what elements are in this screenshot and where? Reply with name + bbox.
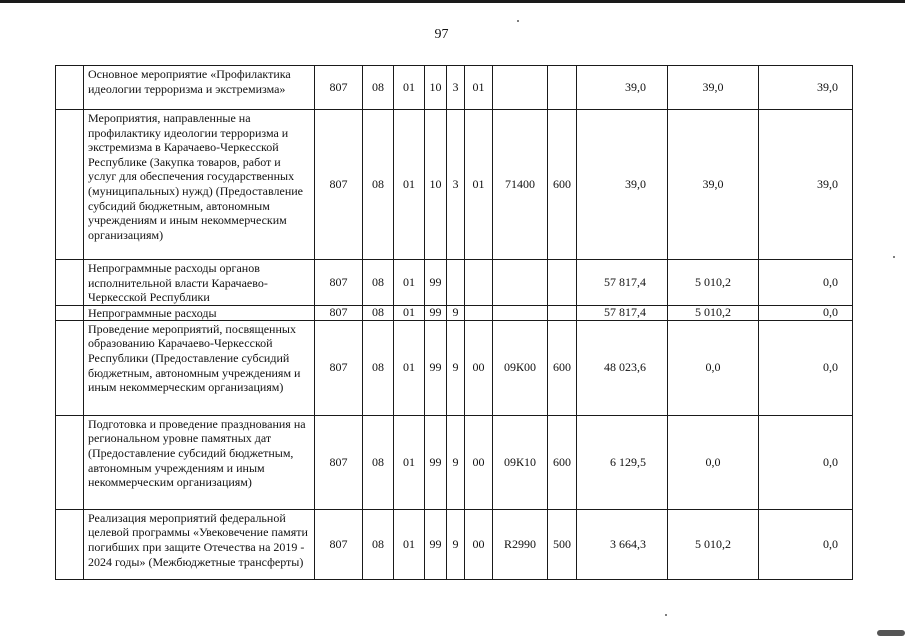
row-margin-cell — [56, 320, 84, 415]
cell-sum2: 5 010,2 — [668, 509, 759, 579]
scan-speck — [665, 614, 667, 616]
cell-csr1: 99 — [425, 305, 447, 320]
cell-pr: 01 — [394, 66, 425, 110]
cell-rz: 08 — [363, 66, 394, 110]
cell-name: Непрограммные расходы органов исполнительной власти Карачаево-Черкесской Республики — [84, 260, 315, 306]
cell-csr2: 9 — [447, 320, 465, 415]
cell-sum1: 6 129,5 — [577, 415, 668, 509]
cell-csr2: 3 — [447, 66, 465, 110]
scan-speck — [893, 256, 895, 258]
cell-ved: 807 — [315, 415, 363, 509]
cell-csr1: 99 — [425, 509, 447, 579]
cell-vr: 600 — [548, 110, 577, 260]
cell-csr1: 10 — [425, 110, 447, 260]
budget-table — [55, 65, 853, 580]
cell-csr1: 10 — [425, 66, 447, 110]
cell-sum2: 39,0 — [668, 66, 759, 110]
cell-vr — [548, 305, 577, 320]
cell-name: Непрограммные расходы — [84, 305, 315, 320]
cell-ved: 807 — [315, 320, 363, 415]
table-row — [56, 66, 853, 110]
cell-sum2: 5 010,2 — [668, 305, 759, 320]
cell-ved: 807 — [315, 260, 363, 306]
table-body — [56, 66, 853, 580]
cell-sum1: 57 817,4 — [577, 260, 668, 306]
cell-csr3 — [465, 305, 493, 320]
cell-sum2: 0,0 — [668, 320, 759, 415]
cell-sum1: 3 664,3 — [577, 509, 668, 579]
cell-csr2: 3 — [447, 110, 465, 260]
cell-sum1: 57 817,4 — [577, 305, 668, 320]
cell-csr2 — [447, 260, 465, 306]
cell-sum1: 39,0 — [577, 66, 668, 110]
table-row — [56, 305, 853, 320]
cell-name: Основное мероприятие «Профилактика идеологии терроризма и экстремизма» — [84, 66, 315, 110]
cell-sum3: 0,0 — [759, 509, 853, 579]
row-margin-cell — [56, 509, 84, 579]
table-row — [56, 260, 853, 306]
cell-csr4: 71400 — [493, 110, 548, 260]
row-margin-cell — [56, 305, 84, 320]
cell-sum3: 0,0 — [759, 305, 853, 320]
cell-ved: 807 — [315, 305, 363, 320]
cell-sum2: 5 010,2 — [668, 260, 759, 306]
cell-pr: 01 — [394, 320, 425, 415]
cell-ved: 807 — [315, 110, 363, 260]
row-margin-cell — [56, 260, 84, 306]
cell-csr3: 00 — [465, 320, 493, 415]
table-row — [56, 320, 853, 415]
cell-csr4: 09К00 — [493, 320, 548, 415]
scan-speck — [517, 20, 519, 22]
cell-csr4 — [493, 66, 548, 110]
cell-vr — [548, 260, 577, 306]
cell-rz: 08 — [363, 260, 394, 306]
cell-name: Подготовка и проведение празднования на региональном уровне памятных дат (Предоставление субсидий бюджетным, автономным учреждениям и иным некоммерческим организациям) — [84, 415, 315, 509]
row-margin-cell — [56, 66, 84, 110]
cell-rz: 08 — [363, 415, 394, 509]
cell-vr: 600 — [548, 320, 577, 415]
cell-csr1: 99 — [425, 320, 447, 415]
cell-sum3: 39,0 — [759, 66, 853, 110]
cell-sum1: 48 023,6 — [577, 320, 668, 415]
cell-rz: 08 — [363, 320, 394, 415]
scan-speck — [877, 630, 905, 636]
table-row — [56, 415, 853, 509]
table-row — [56, 110, 853, 260]
cell-rz: 08 — [363, 110, 394, 260]
cell-vr — [548, 66, 577, 110]
cell-pr: 01 — [394, 260, 425, 306]
cell-ved: 807 — [315, 66, 363, 110]
cell-csr1: 99 — [425, 415, 447, 509]
cell-csr4 — [493, 305, 548, 320]
cell-csr3: 00 — [465, 509, 493, 579]
cell-name: Реализация мероприятий федеральной целевой программы «Увековечение памяти погибших при защите Отечества на 2019 - 2024 годы» (Межбюджетные трансферты) — [84, 509, 315, 579]
cell-vr: 500 — [548, 509, 577, 579]
cell-csr4: 09К10 — [493, 415, 548, 509]
row-margin-cell — [56, 110, 84, 260]
cell-csr1: 99 — [425, 260, 447, 306]
cell-csr2: 9 — [447, 305, 465, 320]
cell-pr: 01 — [394, 110, 425, 260]
cell-csr3: 01 — [465, 110, 493, 260]
cell-csr2: 9 — [447, 509, 465, 579]
cell-csr3 — [465, 260, 493, 306]
cell-pr: 01 — [394, 305, 425, 320]
cell-csr3: 01 — [465, 66, 493, 110]
cell-csr4: R2990 — [493, 509, 548, 579]
cell-pr: 01 — [394, 415, 425, 509]
page-number: 97 — [434, 27, 449, 42]
cell-sum3: 0,0 — [759, 415, 853, 509]
cell-rz: 08 — [363, 509, 394, 579]
cell-rz: 08 — [363, 305, 394, 320]
cell-sum3: 39,0 — [759, 110, 853, 260]
cell-sum1: 39,0 — [577, 110, 668, 260]
cell-csr4 — [493, 260, 548, 306]
cell-name: Мероприятия, направленные на профилактику идеологии терроризма и экстремизма в Карачаево-Черкесской Республике (Закупка товаров, работ и услуг для обеспечения государственных (муниципальных) нужд) (Предоставление субсидий бюджетным, автономным учреждениям и иным некоммерческим организациям) — [84, 110, 315, 260]
cell-csr2: 9 — [447, 415, 465, 509]
cell-sum3: 0,0 — [759, 320, 853, 415]
table-row — [56, 509, 853, 579]
top-border-line — [0, 0, 905, 3]
cell-csr3: 00 — [465, 415, 493, 509]
cell-name: Проведение мероприятий, посвященных образованию Карачаево-Черкесской Республики (Предоставление субсидий бюджетным, автономным учреждениям и иным некоммерческим организациям) — [84, 320, 315, 415]
cell-sum2: 39,0 — [668, 110, 759, 260]
cell-pr: 01 — [394, 509, 425, 579]
cell-sum2: 0,0 — [668, 415, 759, 509]
cell-vr: 600 — [548, 415, 577, 509]
cell-ved: 807 — [315, 509, 363, 579]
row-margin-cell — [56, 415, 84, 509]
cell-sum3: 0,0 — [759, 260, 853, 306]
